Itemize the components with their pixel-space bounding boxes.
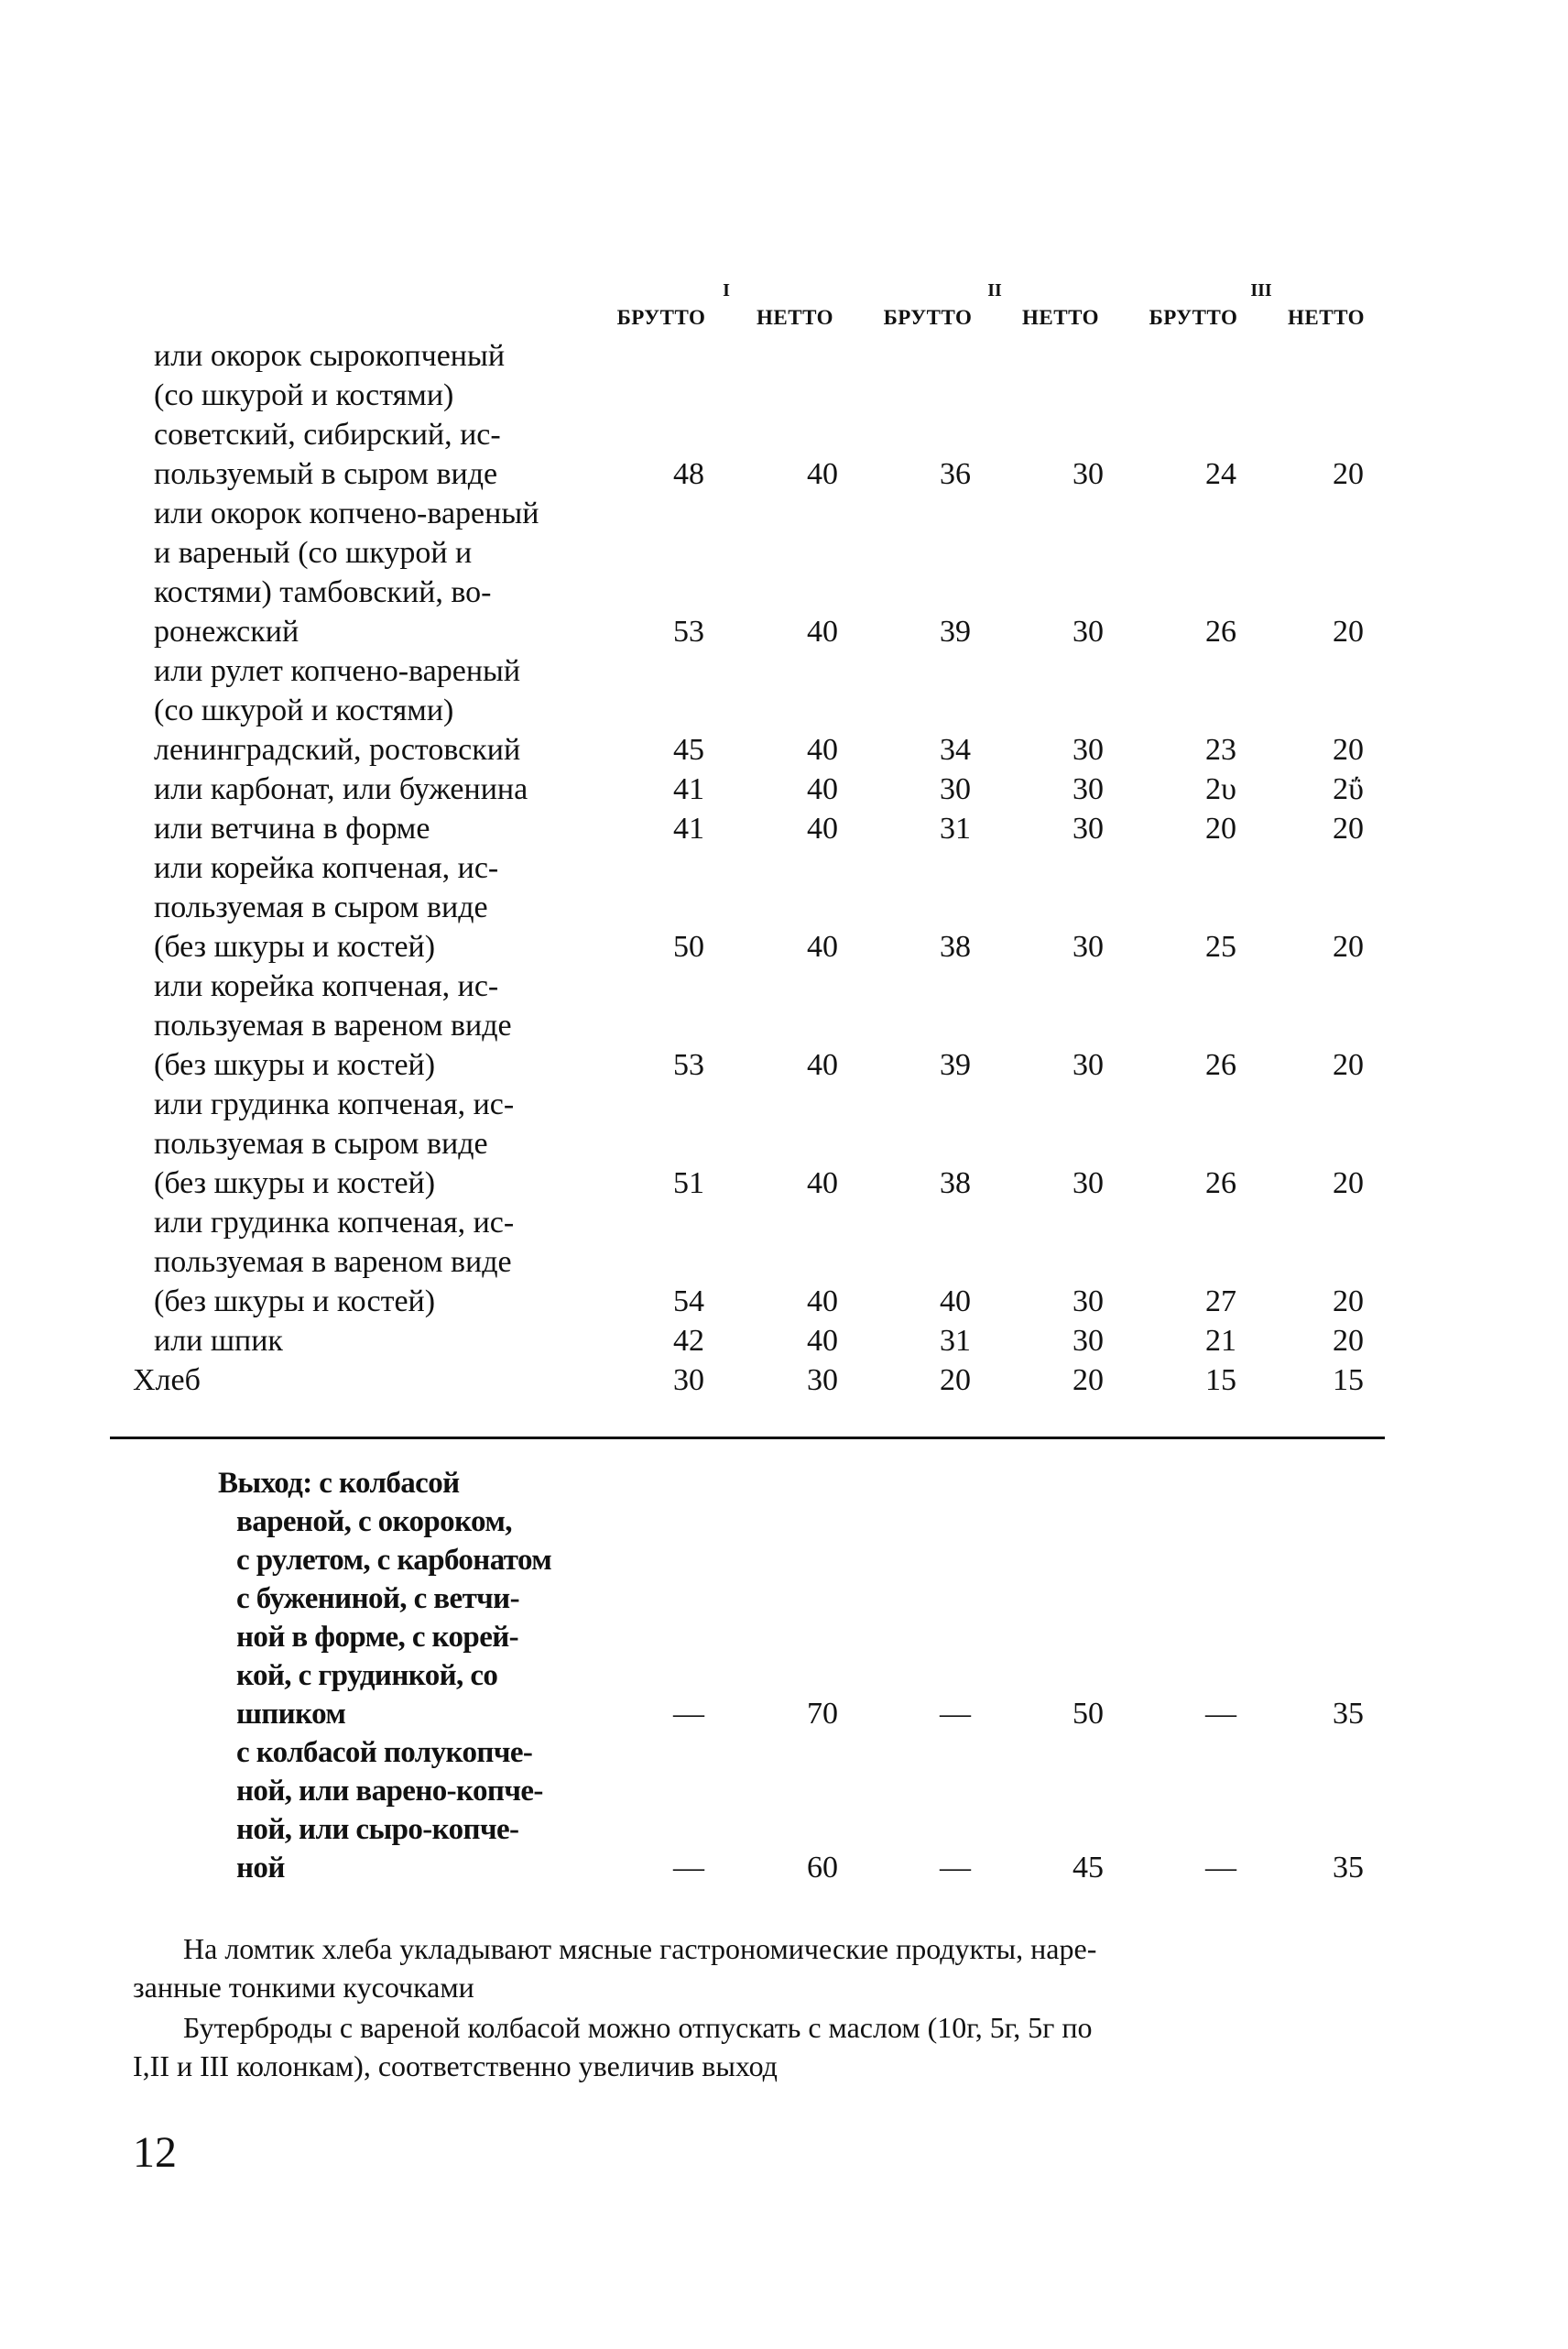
value-cell: 35 <box>1333 1851 1364 1885</box>
row-text: или грудинка копченая, ис- <box>154 1206 515 1240</box>
row-text: пользуемая в сыром виде <box>154 890 488 924</box>
row-text: пользуемая в сыром виде <box>154 1127 488 1161</box>
value-cell: 53 <box>673 615 704 649</box>
row-text: пользуемый в сыром виде <box>154 457 498 491</box>
value-cell: 51 <box>673 1166 704 1200</box>
row-text: (без шкуры и костей) <box>154 930 436 964</box>
value-cell: 30 <box>1073 1048 1104 1082</box>
value-cell: 20 <box>1333 1324 1364 1358</box>
value-cell: 30 <box>1073 930 1104 964</box>
value-cell: 40 <box>807 1048 838 1082</box>
subheader-netto-3: НЕТТО <box>1288 306 1365 329</box>
value-cell: 40 <box>807 1324 838 1358</box>
yield-text: кой, с грудинкой, со <box>236 1659 498 1692</box>
value-cell: 50 <box>673 930 704 964</box>
value-cell: — <box>940 1851 971 1885</box>
value-cell: 30 <box>1073 1166 1104 1200</box>
value-cell: 20 <box>1333 812 1364 846</box>
value-cell: 26 <box>1205 615 1236 649</box>
page-number: 12 <box>133 2128 177 2177</box>
value-cell: 21 <box>1205 1324 1236 1358</box>
value-cell: 30 <box>1073 1324 1104 1358</box>
value-cell: 30 <box>940 772 971 806</box>
value-cell: 20 <box>1333 615 1364 649</box>
yield-text: с рулетом, с карбонатом <box>236 1544 552 1577</box>
yield-text: шпиком <box>236 1698 346 1731</box>
value-cell: 30 <box>1073 457 1104 491</box>
row-text: (без шкуры и костей) <box>154 1166 436 1200</box>
value-cell: — <box>1205 1851 1236 1885</box>
value-cell: 40 <box>807 1284 838 1318</box>
value-cell: 70 <box>807 1697 838 1731</box>
value-cell: 31 <box>940 812 971 846</box>
value-cell: 25 <box>1205 930 1236 964</box>
yield-text: ной <box>236 1852 285 1885</box>
note-text: занные тонкими кусочками <box>133 1971 474 2004</box>
row-text: или корейка копченая, ис- <box>154 969 499 1003</box>
row-text: или грудинка копченая, ис- <box>154 1087 515 1121</box>
value-cell: 40 <box>807 1166 838 1200</box>
value-cell: 40 <box>807 772 838 806</box>
row-text: (со шкурой и костями) <box>154 694 454 727</box>
value-cell: 15 <box>1333 1363 1364 1397</box>
value-cell: 40 <box>807 930 838 964</box>
yield-text: Выход: с колбасой <box>218 1467 460 1500</box>
yield-text: ной, или варено-копче- <box>236 1775 543 1808</box>
value-cell: 30 <box>1073 733 1104 767</box>
subheader-netto-1: НЕТТО <box>757 306 833 329</box>
horizontal-rule <box>110 1437 1385 1439</box>
row-text: пользуемая в вареном виде <box>154 1245 512 1279</box>
column-number-2: II <box>987 280 1002 300</box>
value-cell: 38 <box>940 1166 971 1200</box>
value-cell: 35 <box>1333 1697 1364 1731</box>
value-cell: 2ΰ <box>1333 772 1364 806</box>
value-cell: — <box>673 1851 704 1885</box>
note-text: На ломтик хлеба укладывают мясные гастрономические продукты, наре- <box>183 1932 1097 1965</box>
note-text: I,II и III колонкам), соответственно увеличив выход <box>133 2049 778 2082</box>
value-cell: 31 <box>940 1324 971 1358</box>
value-cell: 30 <box>807 1363 838 1397</box>
value-cell: 41 <box>673 772 704 806</box>
row-text: или окорок сырокопченый <box>154 339 506 373</box>
value-cell: 26 <box>1205 1048 1236 1082</box>
yield-text: с бужениной, с ветчи- <box>236 1582 519 1615</box>
value-cell: 40 <box>807 457 838 491</box>
value-cell: 2υ <box>1205 772 1236 806</box>
value-cell: 45 <box>673 733 704 767</box>
value-cell: 39 <box>940 1048 971 1082</box>
row-text: или корейка копченая, ис- <box>154 851 499 885</box>
value-cell: 34 <box>940 733 971 767</box>
row-text: или карбонат, или буженина <box>154 772 528 806</box>
value-cell: 38 <box>940 930 971 964</box>
subheader-brutto-1: БРУТТО <box>616 306 706 329</box>
row-text: Хлеб <box>133 1363 201 1397</box>
row-text: или ветчина в форме <box>154 812 430 846</box>
value-cell: 53 <box>673 1048 704 1082</box>
value-cell: 20 <box>1073 1363 1104 1397</box>
yield-text: вареной, с окороком, <box>236 1505 512 1538</box>
value-cell: — <box>1205 1697 1236 1731</box>
value-cell: 40 <box>807 812 838 846</box>
value-cell: — <box>940 1697 971 1731</box>
row-text: или рулет копчено-вареный <box>154 654 521 688</box>
yield-text: ной в форме, с корей- <box>236 1621 519 1654</box>
subheader-brutto-2: БРУТТО <box>883 306 973 329</box>
value-cell: 20 <box>1333 930 1364 964</box>
row-text: и вареный (со шкурой и <box>154 536 473 570</box>
value-cell: 20 <box>1333 1166 1364 1200</box>
value-cell: 23 <box>1205 733 1236 767</box>
value-cell: 39 <box>940 615 971 649</box>
value-cell: 27 <box>1205 1284 1236 1318</box>
value-cell: 20 <box>1333 457 1364 491</box>
value-cell: 26 <box>1205 1166 1236 1200</box>
value-cell: 30 <box>1073 772 1104 806</box>
value-cell: 45 <box>1073 1851 1104 1885</box>
value-cell: 40 <box>940 1284 971 1318</box>
value-cell: 30 <box>1073 615 1104 649</box>
value-cell: 30 <box>1073 812 1104 846</box>
value-cell: 48 <box>673 457 704 491</box>
value-cell: — <box>673 1697 704 1731</box>
yield-text: с колбасой полукопче- <box>236 1736 533 1769</box>
value-cell: 20 <box>1333 1048 1364 1082</box>
value-cell: 30 <box>1073 1284 1104 1318</box>
row-text: или шпик <box>154 1324 283 1358</box>
row-text: (со шкурой и костями) <box>154 378 454 412</box>
column-number-1: I <box>723 280 730 300</box>
value-cell: 41 <box>673 812 704 846</box>
value-cell: 30 <box>673 1363 704 1397</box>
value-cell: 42 <box>673 1324 704 1358</box>
row-text: костями) тамбовский, во- <box>154 575 492 609</box>
value-cell: 20 <box>1333 1284 1364 1318</box>
subheader-netto-2: НЕТТО <box>1022 306 1099 329</box>
row-text: или окорок копчено-вареный <box>154 497 539 530</box>
row-text: пользуемая в вареном виде <box>154 1009 512 1043</box>
value-cell: 24 <box>1205 457 1236 491</box>
row-text: (без шкуры и костей) <box>154 1284 436 1318</box>
note-text: Бутерброды с вареной колбасой можно отпускать с маслом (10г, 5г, 5г по <box>183 2011 1093 2044</box>
row-text: ронежский <box>154 615 299 649</box>
subheader-brutto-3: БРУТТО <box>1149 306 1238 329</box>
row-text: ленинградский, ростовский <box>154 733 521 767</box>
row-text: советский, сибирский, ис- <box>154 418 501 452</box>
value-cell: 15 <box>1205 1363 1236 1397</box>
value-cell: 40 <box>807 615 838 649</box>
value-cell: 40 <box>807 733 838 767</box>
column-number-3: III <box>1250 280 1272 300</box>
yield-text: ной, или сыро-копче- <box>236 1813 519 1846</box>
value-cell: 50 <box>1073 1697 1104 1731</box>
value-cell: 54 <box>673 1284 704 1318</box>
value-cell: 60 <box>807 1851 838 1885</box>
value-cell: 20 <box>1333 733 1364 767</box>
value-cell: 36 <box>940 457 971 491</box>
value-cell: 20 <box>940 1363 971 1397</box>
value-cell: 20 <box>1205 812 1236 846</box>
row-text: (без шкуры и костей) <box>154 1048 436 1082</box>
